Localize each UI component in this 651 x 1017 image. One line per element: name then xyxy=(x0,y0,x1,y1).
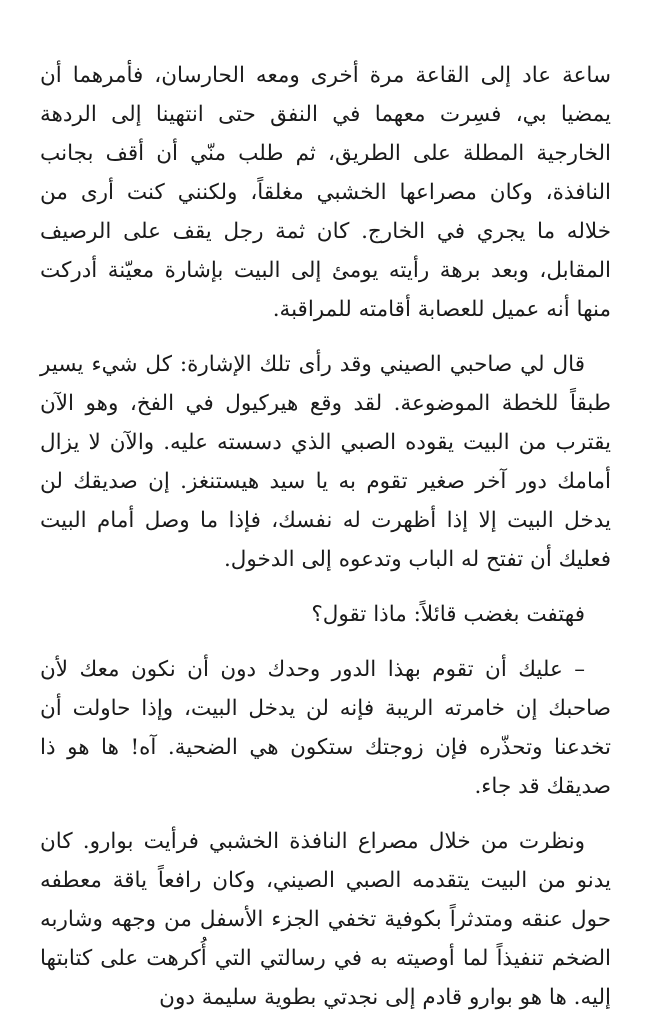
paragraph-4: – عليك أن تقوم بهذا الدور وحدك دون أن نكون معك لأن صاحبك إن خامرته الريبة فإنه لن يدخل البيت، وإذا حاولت أن تخدعنا وتحذّره فإن زوجتك ستكون هي الضحية. آه! ها هو ذا صديقك قد جاء. xyxy=(40,657,611,799)
paragraph-5: ونظرت من خلال مصراع النافذة الخشبي فرأيت بوارو. كان يدنو من البيت يتقدمه الصبي الصيني، وكان رافعاً ياقة معطفه حول عنقه ومتدثراً بكوفية تخفي الجزء الأسفل من وجهه وشاربه الضخم تنفيذاً لما أوصيته به في رسالتي التي أُكرهت على كتابتها إليه. ها هو بوارو قادم إلى نجدتي بطوية سليمة دون xyxy=(40,829,611,1010)
paragraph-1: ساعة عاد إلى القاعة مرة أخرى ومعه الحارسان، فأمرهما أن يمضيا بي، فسِرت معهما في النفق حتى انتهينا إلى الردهة الخارجية المطلة على الطريق، ثم طلب منّي أن أقف بجانب النافذة، وكان مصراعها الخشبي مغلقاً، ولكنني كنت أرى من خلاله ما يجري في الخارج. كان ثمة رجل يقف على الرصيف المقابل، وبعد برهة رأيته يومئ إلى البيت بإشارة معيّنة أدركت منها أنه عميل للعصابة أقامته للمراقبة. xyxy=(40,63,611,322)
paragraph-2: قال لي صاحبي الصيني وقد رأى تلك الإشارة: كل شيء يسير طبقاً للخطة الموضوعة. لقد وقع هيركيول في الفخ، وهو الآن يقترب من البيت يقوده الصبي الذي دسسته عليه. والآن لا يزال أمامك دور آخر صغير تقوم به يا سيد هيستنغز. إن صديقك لن يدخل البيت إلا إذا أظهرت له نفسك، فإذا ما وصل أمام البيت فعليك أن تفتح له الباب وتدعوه إلى الدخول. xyxy=(40,352,611,572)
paragraph-3: فهتفت بغضب قائلاً: ماذا تقول؟ xyxy=(311,602,585,627)
